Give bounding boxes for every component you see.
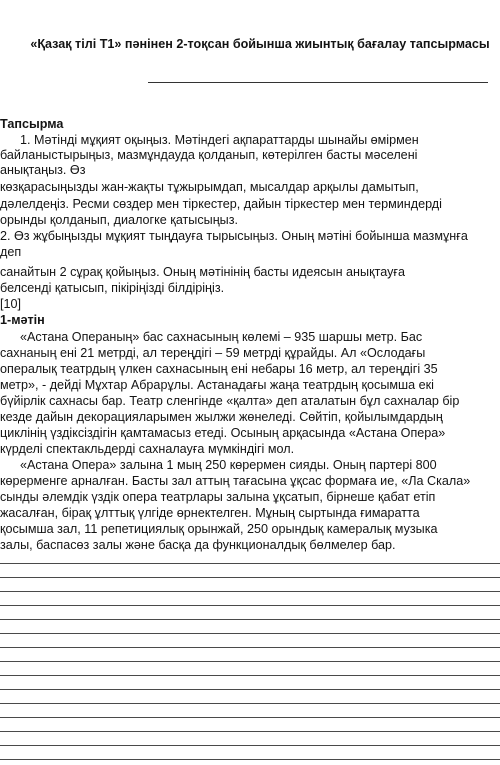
task-line: деп [0,245,22,259]
answer-line[interactable] [0,731,500,732]
answer-line[interactable] [0,759,500,760]
text-line: сахнаның ені 21 метрді, ал тереңдігі – 59 метрді құрайды. Ал «Ослодағы [0,346,426,360]
task-line: байланыстырыңыз, мазмұндауда қолданып, көтерілген басты мәселені [0,148,418,162]
text-line: опералық театрдың үлкен сахнасының ені небары 16 метр, ал тереңдігі 35 [0,362,438,376]
task-line: көзқарасыңызды жан-жақты тұжырымдап, мысалдар арқылы дамытып, [0,180,419,194]
task-heading: Тапсырма [0,117,64,131]
text-line: кезде дайын декорацияларымен жылжи жөнеледі. Сөйтіп, қойылымдардың [0,410,443,424]
task-line: санайтын 2 сұрақ қойыңыз. Оның мәтінінің басты идеясын анықтауға [0,265,405,279]
text-line: метр», - дейді Мұхтар Абрарұлы. Астанадағы жаңа театрдың қосымша екі [0,378,434,392]
task-line: 2. Өз жұбыңызды мұқият тыңдауға тырысыңыз. Оның мәтіні бойынша мазмұнға [0,229,468,243]
task-line: орынды қолданып, диалогке қатысыңыз. [0,213,238,227]
text-heading: 1-мәтін [0,313,45,327]
text-line: сынды әлемдік үздік опера театрлары залына ұқсатып, бірнеше қабат етіп [0,490,436,504]
task-line: дәлелдеңіз. Ресми сөздер мен тіркестер, дайын тіркестер мен терминдерді [0,197,442,211]
answer-line[interactable] [0,703,500,704]
answer-line[interactable] [0,689,500,690]
answer-line[interactable] [0,563,500,564]
text-line: «Астана Операның» бас сахнасының көлемі – 935 шаршы метр. Бас [20,330,423,344]
task-marks: [10] [0,297,22,311]
text-line: залы, баспасөз залы және басқа да функционалдық бөлмелер бар. [0,538,396,552]
task-line: белсенді қатысып, пікіріңізді білдіріңіз. [0,281,225,295]
answer-line[interactable] [0,605,500,606]
answer-line[interactable] [0,633,500,634]
text-line: күрделі спектакльдерді сахналауға мүмкіндігі мол. [0,442,295,456]
task-line: анықтаңыз. Өз [0,163,86,177]
answer-line[interactable] [0,577,500,578]
answer-line[interactable] [0,745,500,746]
worksheet-title: «Қазақ тілі Т1» пәнінен 2-тоқсан бойынша жиынтық бағалау тапсырмасы [30,37,490,51]
text-line: «Астана Опера» залына 1 мың 250 көрермен сияды. Оның партері 800 [20,458,437,472]
text-line: қосымша зал, 11 репетициялық орынжай, 250 орындық камералық музыка [0,522,438,536]
answer-line[interactable] [0,619,500,620]
answer-line[interactable] [0,591,500,592]
text-line: циклінің үздіксіздігін қамтамасыз етеді. Осының арқасында «Астана Опера» [0,426,446,440]
text-line: көрерменге арналған. Басты зал аттың тағасына ұқсас формаға ие, «Ла Скала» [0,474,471,488]
answer-line[interactable] [0,675,500,676]
answer-line[interactable] [0,717,500,718]
student-name-field[interactable] [148,82,488,83]
text-line: жасалған, бірақ ұлттық үлгіде өрнектелген. Мұның сыртында ғимаратта [0,506,420,520]
answer-line[interactable] [0,661,500,662]
task-line: 1. Мәтінді мұқият оқыңыз. Мәтіндегі ақпараттарды шынайы өмірмен [20,133,419,147]
answer-line[interactable] [0,647,500,648]
text-line: бүйірлік сахнасы бар. Театр сленгінде «қалта» деп аталатын бұл сахналар бір [0,394,460,408]
